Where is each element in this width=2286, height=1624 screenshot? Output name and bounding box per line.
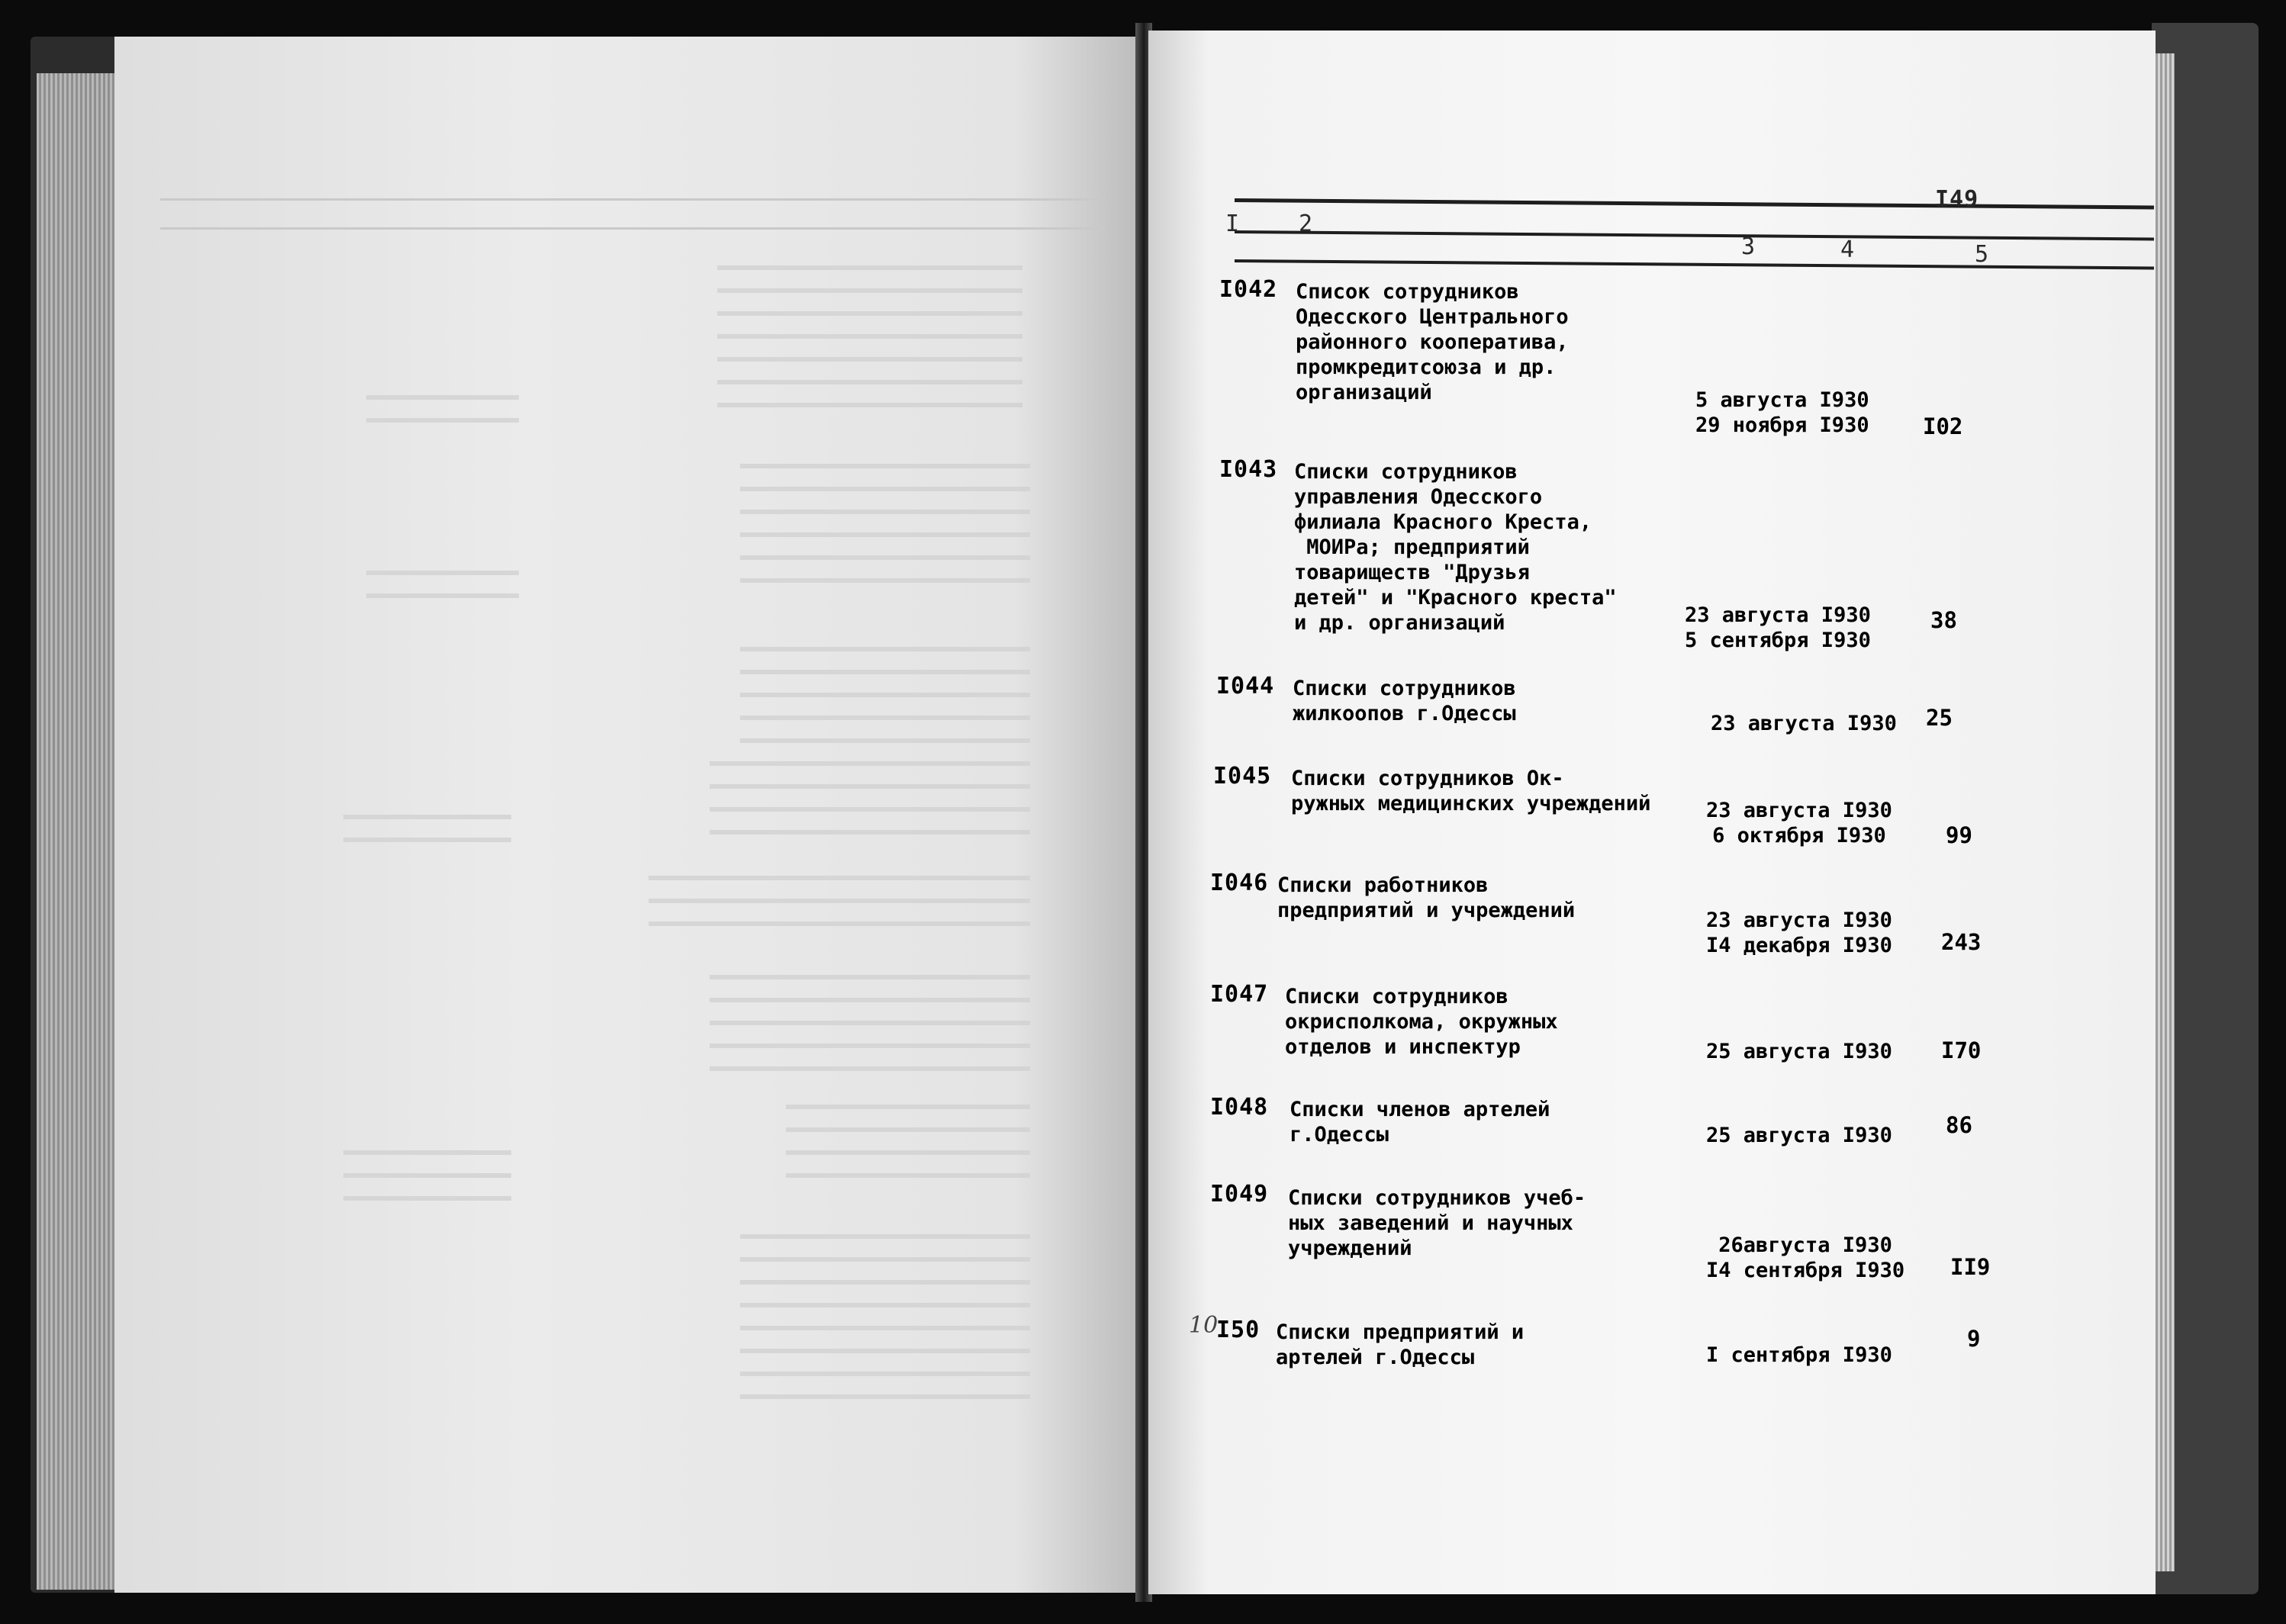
entry-pages: 243 — [1941, 929, 1982, 955]
ghost-text — [343, 815, 511, 860]
entry-pages: 38 — [1930, 607, 1957, 633]
ghost-text — [740, 1234, 1030, 1402]
entry-title: Списки предприятий и артелей г.Одессы — [1276, 1320, 1525, 1369]
handwritten-note: 10 — [1189, 1312, 1219, 1339]
entry-number: I047 — [1210, 981, 1269, 1008]
ghost-text — [740, 647, 1030, 746]
entry-number: I048 — [1210, 1094, 1269, 1121]
entry-number: I045 — [1213, 763, 1272, 789]
entry-pages: 86 — [1946, 1112, 1972, 1138]
entry-dates: 23 августа I930 5 сентября I930 — [1685, 603, 1871, 652]
left-page — [114, 37, 1137, 1593]
entry-pages: 99 — [1946, 822, 1972, 848]
ghost-text — [717, 265, 1022, 418]
entry-pages: 9 — [1967, 1326, 1981, 1352]
entry-title: Списки сотрудников жилкоопов г.Одессы — [1293, 677, 1516, 725]
ghost-text — [366, 395, 519, 441]
entry-number: I049 — [1210, 1181, 1269, 1208]
entry-number: I046 — [1210, 870, 1269, 896]
column-header-5: 5 — [1975, 241, 1989, 268]
column-header-2: 2 — [1299, 211, 1313, 237]
entry-dates: I сентября I930 — [1706, 1343, 1892, 1367]
entry-dates: 23 августа I930 I4 декабря I930 — [1706, 908, 1892, 957]
ghost-text — [786, 1105, 1030, 1181]
column-header-1: I — [1225, 211, 1240, 237]
entry-pages: 25 — [1926, 705, 1953, 731]
entry-number: I50 — [1216, 1317, 1261, 1343]
ghost-rule — [160, 227, 1106, 230]
column-header-4: 4 — [1840, 236, 1855, 263]
ghost-rule — [160, 198, 1106, 201]
entry-number: I043 — [1219, 456, 1278, 483]
entry-dates: 5 августа I930 29 ноября I930 — [1695, 388, 1869, 437]
ghost-text — [710, 761, 1030, 845]
ghost-text — [366, 571, 519, 616]
entry-title: Списки сотрудников Ок- ружных медицинских учреждений — [1291, 767, 1651, 815]
entry-title: Списки сотрудников окрисполкома, окружных отделов и инспектур — [1285, 985, 1558, 1059]
column-header-3: 3 — [1741, 233, 1756, 260]
entry-pages: II9 — [1950, 1254, 1991, 1280]
entry-title: Списки сотрудников учеб- ных заведений и научных учреждений — [1288, 1186, 1586, 1260]
ghost-text — [649, 876, 1030, 944]
entry-dates: 23 августа I930 — [1711, 712, 1897, 735]
entry-dates: 26августа I930 I4 сентября I930 — [1706, 1233, 1905, 1282]
entry-dates: 23 августа I930 6 октября I930 — [1706, 799, 1892, 847]
entry-pages: I02 — [1923, 413, 1963, 439]
ghost-text — [710, 975, 1030, 1082]
ghost-text — [343, 1150, 511, 1211]
entry-dates: 25 августа I930 — [1706, 1040, 1892, 1063]
entry-number: I042 — [1219, 276, 1278, 303]
entry-dates: 25 августа I930 — [1706, 1124, 1892, 1147]
entry-title: Списки сотрудников управления Одесского филиала Красного Креста, МОИРа; предприятий товариществ "Друзья детей" и "Красного креста" и др. организаций — [1294, 460, 1617, 635]
entry-title: Списки членов артелей г.Одессы — [1289, 1098, 1550, 1146]
entry-title: Списки работников предприятий и учреждений — [1277, 873, 1576, 922]
entry-title: Список сотрудников Одесского Центрального районного кооператива, промкредитсоюза и др. организаций — [1296, 280, 1569, 404]
ghost-text — [740, 464, 1030, 601]
entry-number: I044 — [1216, 673, 1275, 699]
entry-pages: I70 — [1941, 1037, 1982, 1063]
page-number: I49 — [1935, 186, 1979, 213]
